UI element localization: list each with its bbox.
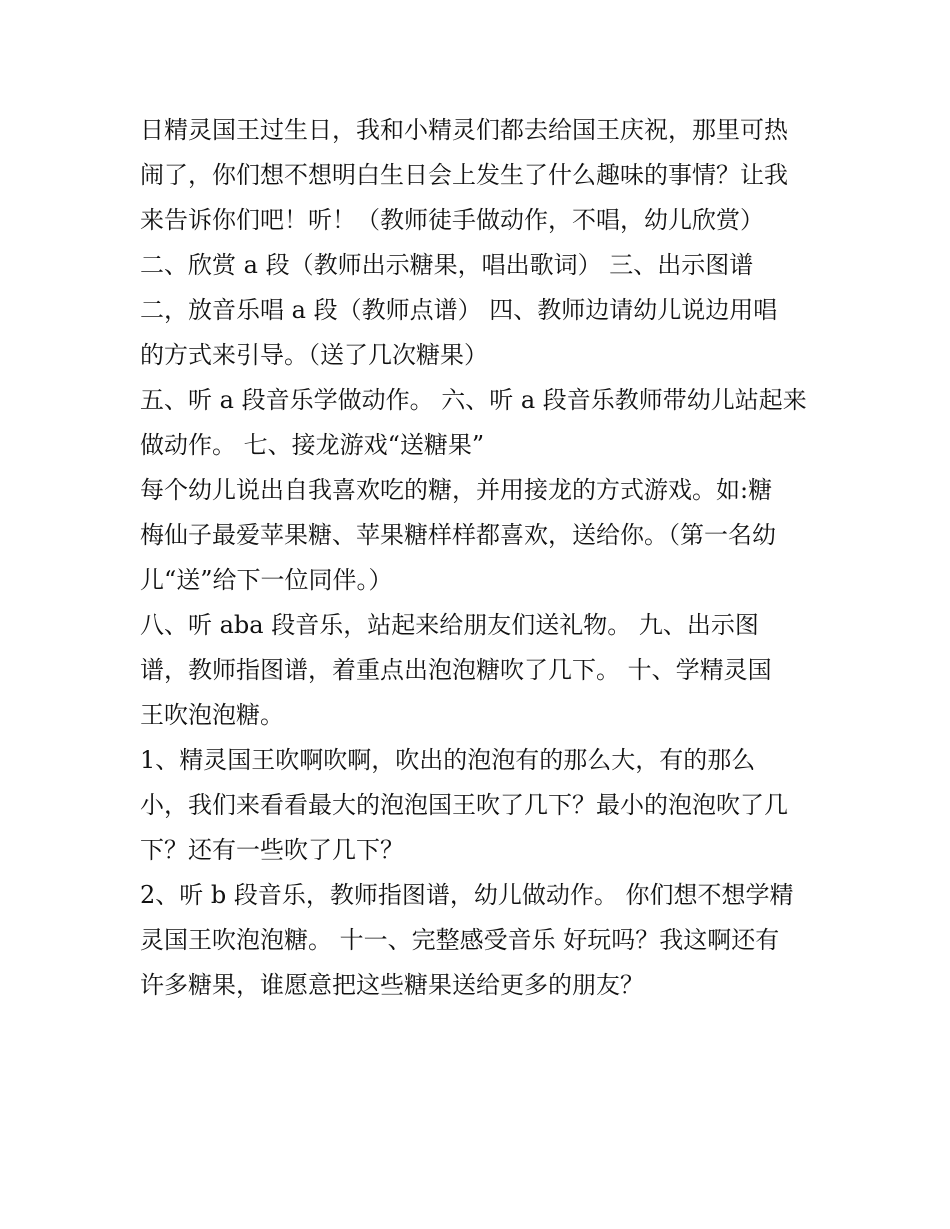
text-line: 做动作。 七、接龙游戏“送糖果” [140, 431, 485, 459]
text-line: 1、精灵国王吹啊吹啊，吹出的泡泡有的那么大，有的那么 [140, 746, 756, 774]
text-line: 2、听 b 段音乐，教师指图谱，幼儿做动作。 你们想不想学精 [140, 881, 794, 909]
text-line: 下？还有一些吹了几下？ [140, 836, 404, 864]
text-line: 梅仙子最爱苹果糖、苹果糖样样都喜欢，送给你。（第一名幼 [140, 521, 776, 549]
text-line: 来告诉你们吧！听！（教师徒手做动作，不唱，幼儿欣赏） [140, 206, 764, 234]
text-line: 的方式来引导。（送了几次糖果） [140, 341, 488, 369]
text-line: 闹了，你们想不想明白生日会上发生了什么趣味的事情？让我 [140, 161, 788, 189]
text-line: 日精灵国王过生日，我和小精灵们都去给国王庆祝，那里可热 [140, 116, 788, 144]
text-line: 灵国王吹泡泡糖。 十一、完整感受音乐 好玩吗？我这啊还有 [140, 926, 780, 954]
text-line: 谱，教师指图谱，着重点出泡泡糖吹了几下。 十、学精灵国 [140, 656, 772, 684]
text-line: 二、欣赏 a 段（教师出示糖果，唱出歌词） 三、出示图谱 [140, 251, 754, 279]
text-line: 每个幼儿说出自我喜欢吃的糖，并用接龙的方式游戏。如:糖 [140, 476, 773, 504]
text-line: 二，放音乐唱 a 段（教师点谱） 四、教师边请幼儿说边用唱 [140, 296, 778, 324]
text-line: 五、听 a 段音乐学做动作。 六、听 a 段音乐教师带幼儿站起来 [140, 386, 807, 414]
text-line: 王吹泡泡糖。 [140, 701, 284, 729]
text-line: 儿“送”给下一位同伴。） [140, 566, 393, 594]
text-line: 小，我们来看看最大的泡泡国王吹了几下？最小的泡泡吹了几 [140, 791, 788, 819]
text-line: 八、听 aba 段音乐，站起来给朋友们送礼物。 九、出示图 [140, 611, 759, 639]
document-body [140, 108, 830, 1008]
text-line: 许多糖果，谁愿意把这些糖果送给更多的朋友？ [140, 971, 644, 999]
